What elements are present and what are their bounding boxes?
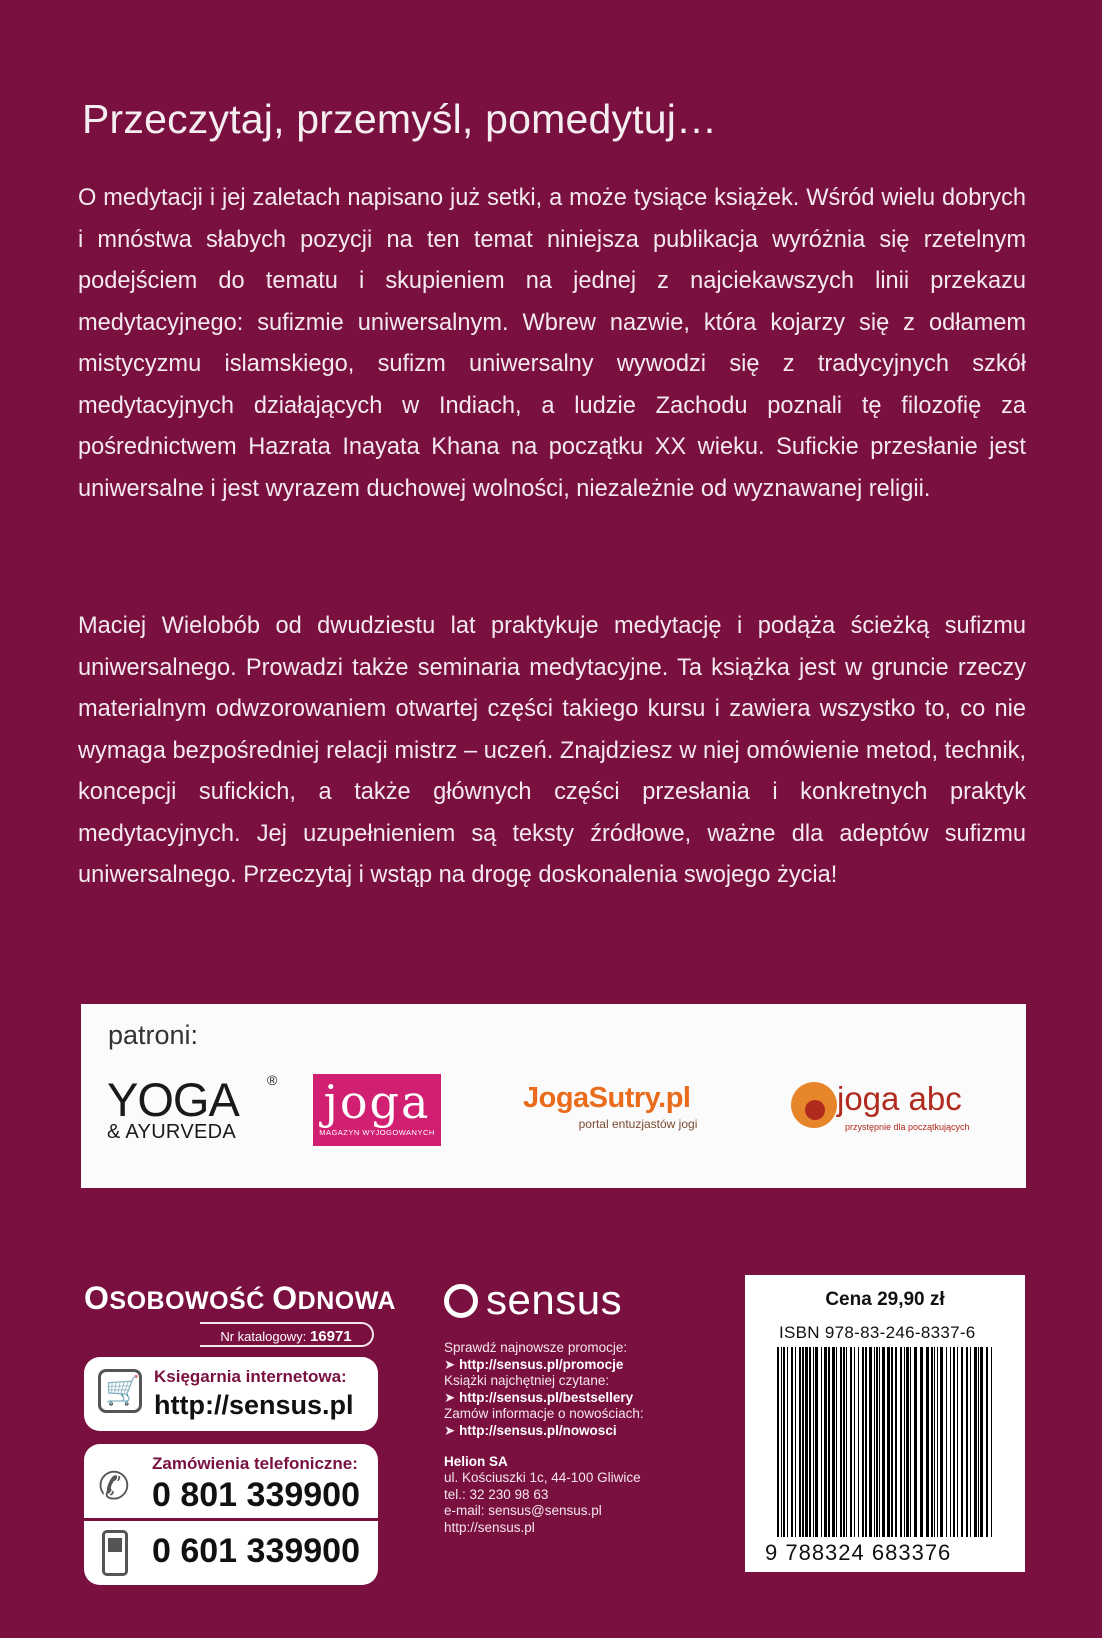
bestsellers-label: Książki najchętniej czytane: xyxy=(444,1373,610,1389)
sensus-mark-icon xyxy=(444,1284,478,1318)
company-address: ul. Kościuszki 1c, 44-100 Gliwice xyxy=(444,1470,641,1486)
joga-abc-logo-text: joga abc xyxy=(837,1080,962,1117)
online-shop-link[interactable]: http://sensus.pl xyxy=(154,1390,354,1420)
company-phone: tel.: 32 230 98 63 xyxy=(444,1486,549,1502)
news-link[interactable]: ➤ http://sensus.pl/nowosci xyxy=(444,1422,617,1438)
company-email: e-mail: sensus@sensus.pl xyxy=(444,1503,602,1519)
promo-label: Sprawdź najnowsze promocje: xyxy=(444,1340,628,1355)
catalog-number: Nr katalogowy: 16971 xyxy=(200,1322,374,1347)
registered-mark: ® xyxy=(267,1072,278,1088)
ayurveda-logo-text: & AYURVEDA xyxy=(107,1121,236,1143)
mobile-number: 0 601 339900 xyxy=(152,1532,360,1570)
sensus-logo: sensus xyxy=(444,1276,622,1324)
description-paragraph-2: Maciej Wielobób od dwudziestu lat praktykuje medytację i podąża ścieżką sufizmu uniwersalnego. Prowadzi także seminaria medytacyjne. Ta książka jest w gruncie rzeczy materialnym odwzorowaniem otwartej części takiego kursu i zawiera wszystko to, co nie wymaga bezpośredniej relacji mistrz – uczeń. Znajdziesz w niej omówienie metod, technik, koncepcji sufickich, a także głównych części przesłania i konkretnych praktyk medytacyjnych. Jej uzupełnieniem są teksty źródłowe, ważne dla adeptów sufizmu uniwersalnego. Przeczytaj i wstąp na drogę doskonalenia swojego życia! xyxy=(78,613,1026,888)
company-website: http://sensus.pl xyxy=(444,1519,535,1535)
phone-orders-box xyxy=(84,1444,378,1585)
jogasutry-logo xyxy=(523,1082,753,1131)
telephone-icon: ✆ xyxy=(98,1466,130,1508)
headline: Przeczytaj, przemyśl, pomedytuj… xyxy=(82,96,718,142)
phone-orders-label: Zamówienia telefoniczne: xyxy=(152,1454,358,1473)
company-name: Helion SA xyxy=(444,1453,508,1469)
patrons-label: patroni: xyxy=(108,1020,199,1050)
joga-magazine-logo xyxy=(313,1074,441,1146)
patrons-panel xyxy=(81,1004,1026,1188)
shopping-cart-icon xyxy=(98,1369,142,1413)
jogasutry-logo-text: JogaSutry.pl xyxy=(523,1082,691,1114)
isbn-label: ISBN 978-83-246-8337-6 xyxy=(779,1323,976,1342)
price-label: Cena 29,90 zł xyxy=(825,1289,945,1310)
description-paragraph-1: O medytacji i jej zaletach napisano już setki, a może tysiące książek. Wśród wielu dobrych i mnóstwa słabych pozycji na ten temat niniejsza publikacja wyróżnia się rzetelnym podejściem do tematu i skupieniem na jednej z najciekawszych linii przekazu medytacyjnego: sufizmie uniwersalnym. Wbrew nazwie, która kojarzy się z odłamem mistycyzmu islamskiego, sufizm uniwersalny wywodzi się z tradycyjnych szkół medytacyjnych działających w Indiach, a ludzie Zachodu poznali tę filozofię za pośrednictwem Hazrata Inayata Khana na początku XX wieku. Sufickie przesłanie jest uniwersalne i jest wyrazem duchowej wolności, niezależnie od wyznawanej religii. xyxy=(78,185,1026,502)
series-logo: OSOBOWOŚĆ ODNOWA xyxy=(84,1280,396,1316)
barcode xyxy=(775,1347,997,1537)
price-barcode-box xyxy=(745,1275,1025,1572)
joga-abc-logo-subtitle: przystępnie dla początkujących xyxy=(845,1122,970,1132)
lotus-figure-icon xyxy=(791,1082,837,1128)
joga-abc-logo xyxy=(791,1076,1001,1146)
yoga-ayurveda-logo xyxy=(107,1072,278,1144)
barcode-number: 9 788324 683376 xyxy=(765,1540,952,1565)
news-label: Zamów informacje o nowościach: xyxy=(444,1406,644,1422)
yoga-logo-text: YOGA xyxy=(107,1073,239,1126)
publisher-info xyxy=(444,1340,644,1537)
mobile-phone-icon xyxy=(102,1530,128,1576)
online-shop-box[interactable] xyxy=(84,1357,378,1431)
joga-logo-text: joga xyxy=(323,1075,431,1129)
divider xyxy=(84,1518,378,1521)
online-shop-label: Księgarnia internetowa: xyxy=(154,1367,347,1386)
joga-logo-subtitle: MAGAZYN WYJOGOWANYCH xyxy=(319,1128,435,1137)
jogasutry-logo-subtitle: portal entuzjastów jogi xyxy=(578,1117,698,1131)
promo-link[interactable]: ➤ http://sensus.pl/promocje xyxy=(444,1356,624,1372)
landline-number: 0 801 339900 xyxy=(152,1476,360,1514)
bestsellers-link[interactable]: ➤ http://sensus.pl/bestsellery xyxy=(444,1389,634,1405)
